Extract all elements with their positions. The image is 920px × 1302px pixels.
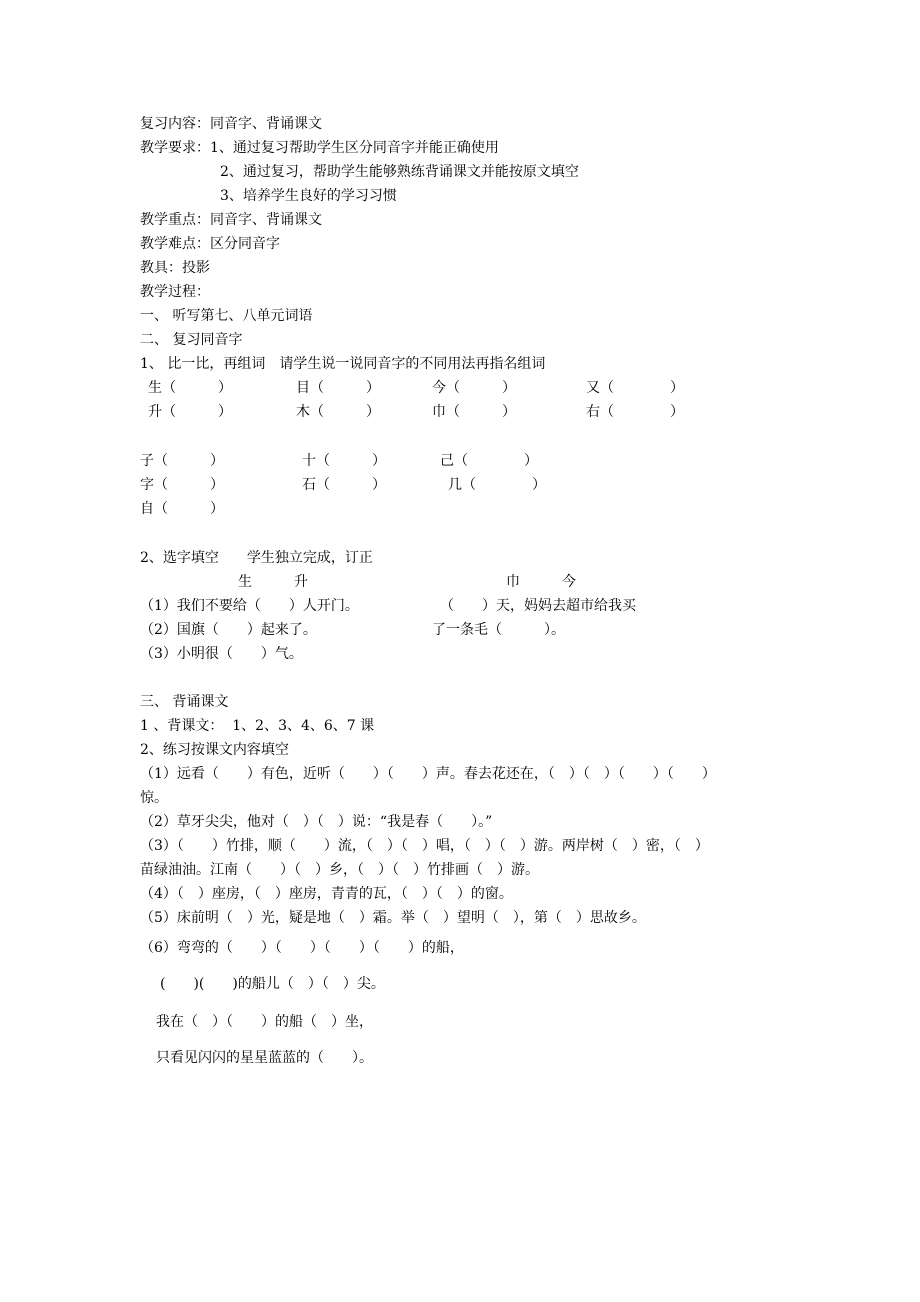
- teaching-requirement-3: 3、培养学生良好的学习习惯: [220, 188, 397, 204]
- word-cell: 升（ ）: [148, 404, 232, 420]
- word-cell: 石（ ）: [302, 477, 386, 493]
- word-cell: 目（ ）: [296, 380, 380, 396]
- teaching-process: 教学过程：: [140, 284, 210, 300]
- word-cell: 自（ ）: [140, 501, 224, 517]
- section-2-title: 二、 复习同音字: [140, 332, 243, 348]
- fill-in-2: （2）草牙尖尖，他对（ ）（ ）说：“我是春（ ）。”: [140, 814, 493, 830]
- sentence-2-right: 了一条毛（ ）。: [432, 622, 565, 638]
- word-cell: 子（ ）: [140, 453, 224, 469]
- fill-in-4: （4）（ ）座房，（ ）座房，青青的瓦，（ ）（ ）的窗。: [140, 886, 513, 902]
- teaching-focus: 教学重点：同音字、背诵课文: [140, 212, 322, 228]
- choice-words-left: 生 升: [238, 574, 308, 590]
- word-cell: 巾（ ）: [432, 404, 516, 420]
- exercise-2-title: 2、选字填空 学生独立完成，订正: [140, 550, 373, 566]
- fill-in-3: （3）（ ）竹排，顺（ ）流，（ ）（ ）唱，（ ）（ ）游。两岸树（ ）密，（ ）: [140, 838, 709, 854]
- poem-line-3: 只看见闪闪的星星蓝蓝的（ ）。: [156, 1050, 373, 1066]
- review-content: 复习内容：同音字、背诵课文: [140, 116, 322, 132]
- word-cell: 几（ ）: [448, 477, 546, 493]
- word-cell: 又（ ）: [586, 380, 684, 396]
- word-cell: 生（ ）: [148, 380, 232, 396]
- section-1-title: 一、 听写第七、八单元词语: [140, 308, 313, 324]
- poem-line-2: 我在（ ）（ ）的船（ ）坐，: [156, 1014, 373, 1030]
- fill-in-6: （6）弯弯的（ ）（ ）（ ）（ ）的船，: [140, 940, 464, 956]
- sentence-2: （2）国旗（ ）起来了。: [140, 622, 317, 638]
- word-cell: 右（ ）: [586, 404, 684, 420]
- fill-in-5: （5）床前明（ ）光，疑是地（ ）霜。举（ ）望明（ ），第（ ）思故乡。: [140, 910, 646, 926]
- sentence-3: （3）小明很（ ）气。: [140, 646, 303, 662]
- choice-words-right: 巾 今: [506, 574, 576, 590]
- sentence-1-right: （ ）天，妈妈去超市给我买: [440, 598, 636, 614]
- word-cell: 十（ ）: [302, 453, 386, 469]
- exercise-1-title: 1、 比一比，再组词 请学生说一说同音字的不同用法再指名组词: [140, 356, 546, 372]
- word-cell: 今（ ）: [432, 380, 516, 396]
- poem-line-1: ( )( )的船儿（ ）（ ）尖。: [160, 976, 385, 992]
- sentence-1: （1）我们不要给（ ）人开门。: [140, 598, 359, 614]
- teaching-tools: 教具：投影: [140, 260, 210, 276]
- fill-in-3-continued: 苗绿油油。江南（ ）（ ）乡，（ ）（ ）竹排画（ ）游。: [140, 862, 539, 878]
- word-cell: 木（ ）: [296, 404, 380, 420]
- recite-lessons: 1 、背课文： 1、2、3、4、6、7 课: [140, 718, 375, 734]
- teaching-requirement-2: 2、通过复习，帮助学生能够熟练背诵课文并能按原文填空: [220, 164, 579, 180]
- teaching-requirement-1: 教学要求：1、通过复习帮助学生区分同音字并能正确使用: [140, 140, 499, 156]
- fill-in-title: 2、练习按课文内容填空: [140, 742, 289, 758]
- teaching-difficulty: 教学难点：区分同音字: [140, 236, 280, 252]
- fill-in-1-continued: 惊。: [140, 790, 168, 806]
- word-cell: 字（ ）: [140, 477, 224, 493]
- word-cell: 己（ ）: [440, 453, 538, 469]
- fill-in-1: （1）远看（ ）有色，近听（ ）（ ）声。春去花还在，（ ）（ ）（ ）（ ）: [140, 766, 716, 782]
- section-3-title: 三、 背诵课文: [140, 694, 229, 710]
